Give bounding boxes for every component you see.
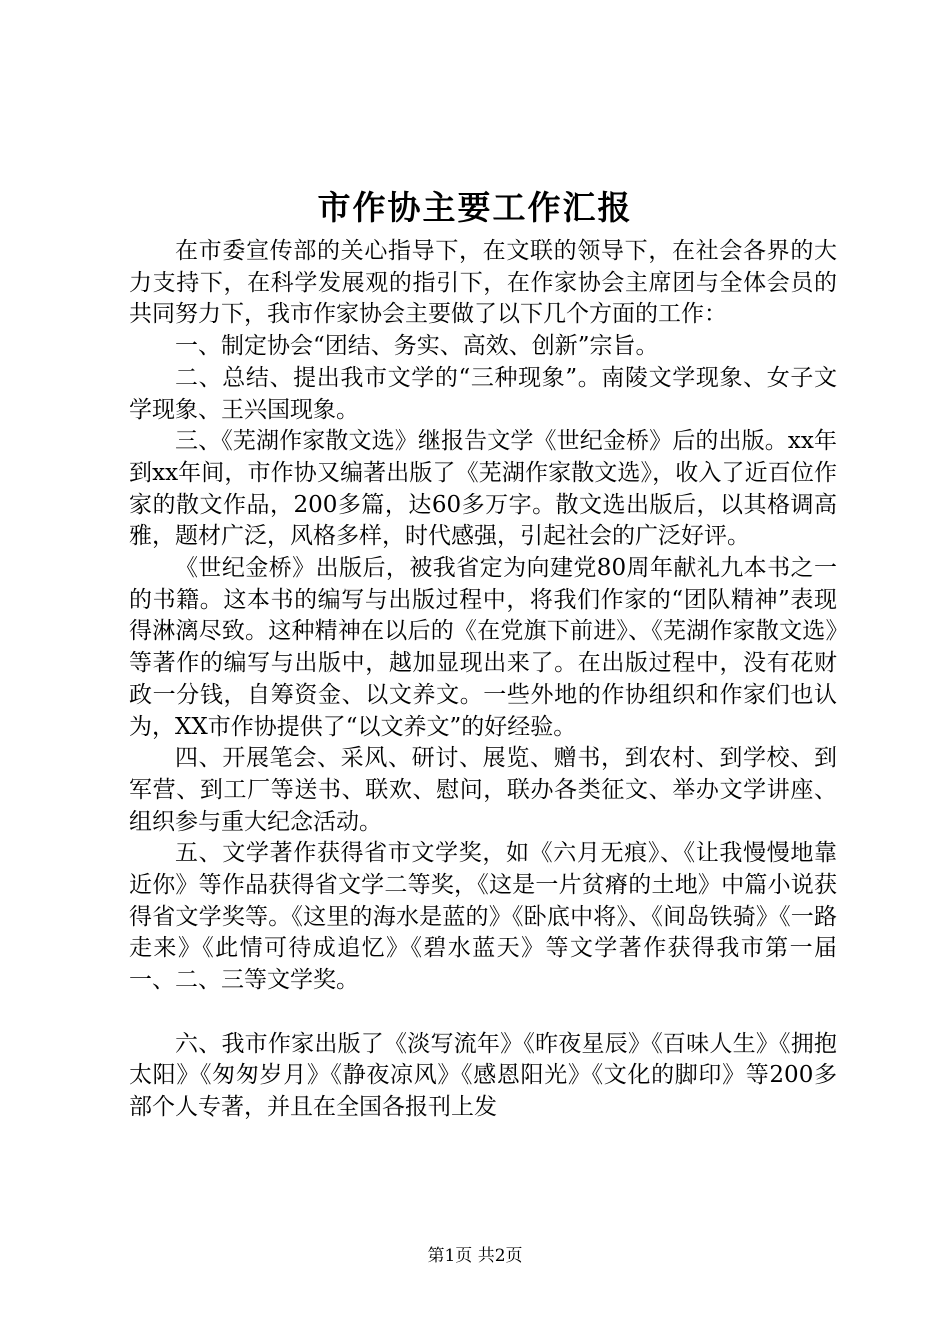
document-title: 市作协主要工作汇报 bbox=[317, 188, 633, 227]
paragraph-intro: 在市委宣传部的关心指导下，在文联的领导下，在社会各界的大力支持下，在科学发展观的指引下，在作家协会主席团与全体会员的共同努力下，我市作家协会主要做了以下几个方面的工作： bbox=[129, 238, 837, 328]
document-body bbox=[129, 236, 837, 1124]
paragraph-item-1: 一、制定协会“团结、务实、高效、创新”宗旨。 bbox=[175, 333, 659, 360]
paragraph-item-3: 三、《芜湖作家散文选》继报告文学《世纪金桥》后的出版。xx年到xx年间，市作协又编著出版了《芜湖作家散文选》，收入了近百位作家的散文作品，200多篇，达60多万字。散文选出版后，以其格调高雅，题材广泛，风格多样，时代感强，引起社会的广泛好评。 bbox=[129, 428, 837, 550]
paragraph-item-3-continued: 《世纪金桥》出版后，被我省定为向建党80周年献礼九本书之一的书籍。这本书的编写与出版过程中，将我们作家的“团队精神”表现得淋漓尽致。这种精神在以后的《在党旗下前进》、《芜湖作家散文选》等著作的编写与出版中，越加显现出来了。在出版过程中，没有花财政一分钱，自筹资金、以文养文。一些外地的作协组织和作家们也认为，XX市作协提供了“以文养文”的好经验。 bbox=[129, 555, 837, 740]
paragraph-item-4: 四、开展笔会、采风、研讨、展览、赠书，到农村、到学校、到军营、到工厂等送书、联欢、慰问，联办各类征文、举办文学讲座、组织参与重大纪念活动。 bbox=[129, 745, 837, 835]
paragraph-item-2: 二、总结、提出我市文学的“三种现象”。南陵文学现象、女子文学现象、王兴国现象。 bbox=[129, 364, 837, 423]
page-number: 第1页 共2页 bbox=[427, 1246, 523, 1266]
paragraph-item-6: 六、我市作家出版了《淡写流年》《昨夜星辰》《百味人生》《拥抱太阳》《匆匆岁月》《静夜凉风》《感恩阳光》《文化的脚印》等200多部个人专著，并且在全国各报刊上发 bbox=[129, 1030, 837, 1120]
paragraph-item-5: 五、文学著作获得省市文学奖，如《六月无痕》、《让我慢慢地靠近你》等作品获得省文学二等奖，《这是一片贫瘠的土地》中篇小说获得省文学奖等。《这里的海水是蓝的》《卧底中将》、《间岛铁骑》《一路走来》《此情可待成追忆》《碧水蓝天》等文学著作获得我市第一届一、二、三等文学奖。 bbox=[129, 840, 837, 994]
